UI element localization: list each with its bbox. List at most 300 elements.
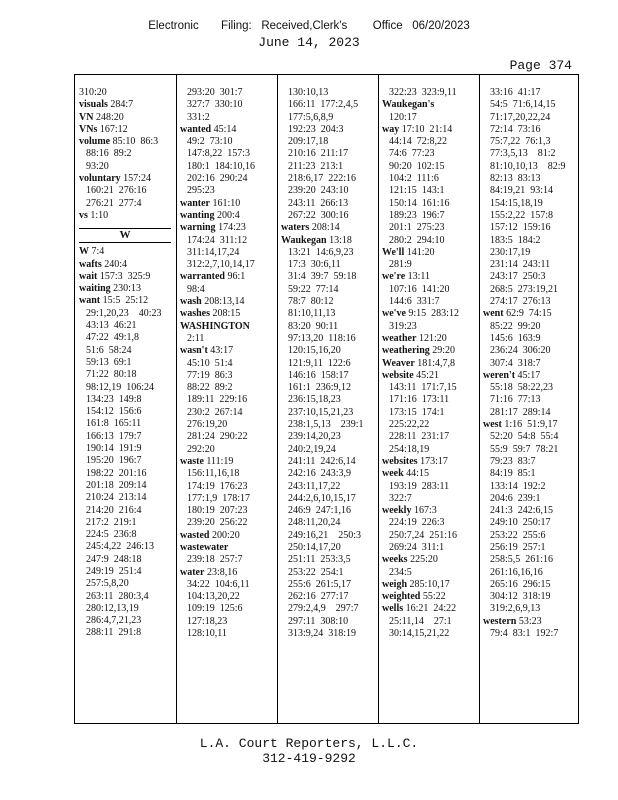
index-continuation-line: [382, 493, 478, 505]
index-continuation-line: [79, 161, 175, 173]
page-line-references: 98:12,19 106:24: [86, 381, 155, 393]
index-column-3: [281, 87, 377, 717]
index-continuation-line: [281, 542, 377, 554]
page-line-references: 217:2 219:1: [86, 516, 137, 528]
index-continuation-line: [281, 173, 377, 185]
page-line-references: 327:7 330:10: [187, 99, 243, 111]
page-line-references: 34:22 104:6,11: [187, 578, 250, 590]
index-continuation-line: [180, 407, 276, 419]
index-continuation-line: [281, 481, 377, 493]
index-word: weekly: [382, 505, 412, 517]
index-continuation-line: [483, 148, 577, 160]
page-line-references: 242:16 243:3,9: [288, 468, 352, 480]
page-line-references: 104:2 111:6: [389, 173, 439, 185]
index-entry: [382, 505, 478, 517]
page-line-references: 55:22: [422, 591, 446, 603]
page-line-references: 210:24 213:14: [86, 492, 147, 504]
index-word: waters: [281, 222, 310, 234]
page-line-references: 313:9,24 318:19: [288, 628, 357, 640]
page-line-references: 211:23 213:1: [288, 160, 344, 172]
page-line-references: 54:5 71:6,14,15: [490, 99, 556, 111]
page-line-references: 90:20 102:15: [389, 160, 445, 172]
index-continuation-line: [79, 468, 175, 480]
index-column-1: [79, 87, 175, 717]
page-line-references: 247:9 248:18: [86, 553, 142, 565]
index-continuation-line: [281, 198, 377, 210]
index-word: weigh: [382, 578, 407, 590]
index-continuation-line: [382, 87, 478, 99]
page-line-references: 43:13 46:21: [86, 320, 137, 332]
page-line-references: 239:20 256:22: [187, 517, 248, 529]
index-continuation-line: [281, 554, 377, 566]
page-line-references: 29:1,20,23 40:23: [86, 307, 162, 319]
index-continuation-line: [281, 321, 377, 333]
index-entry: [180, 567, 276, 579]
page-line-references: 280:12,13,19: [86, 602, 139, 614]
page-line-references: 180:19 207:23: [187, 505, 248, 517]
page-line-references: 1:16 51:9,17: [504, 419, 558, 431]
index-continuation-line: [483, 345, 577, 357]
index-continuation-line: [281, 87, 377, 99]
page-line-references: 236:15,18,23: [288, 394, 341, 406]
page-line-references: 120:15,16,20: [288, 345, 341, 357]
index-word: weathering: [382, 345, 430, 357]
index-continuation-line: [382, 542, 478, 554]
index-continuation-line: [483, 112, 577, 124]
index-continuation-line: [79, 443, 175, 455]
section-letter-heading: W: [79, 228, 171, 243]
index-continuation-line: [281, 444, 377, 456]
index-word: VN: [79, 111, 94, 123]
index-continuation-line: [79, 332, 175, 344]
index-continuation-line: [180, 419, 276, 431]
index-continuation-line: [483, 333, 577, 345]
page-line-references: 248:20: [95, 111, 124, 123]
index-word: WASHINGTON: [180, 320, 250, 332]
index-entry: [79, 124, 175, 136]
page-line-references: 59:13 69:1: [86, 356, 132, 368]
index-continuation-line: [281, 333, 377, 345]
index-word: visuals: [79, 99, 108, 111]
index-continuation-line: [180, 554, 276, 566]
page-line-references: 77:19 86:3: [187, 369, 233, 381]
index-entry: [79, 87, 175, 99]
page-line-references: 77:3,5,13 81:2: [490, 148, 556, 160]
index-continuation-line: [281, 259, 377, 271]
page-line-references: 177:5,6,8,9: [288, 111, 334, 123]
index-entry: [180, 456, 276, 468]
page-line-references: 200:20: [211, 529, 240, 541]
page-line-references: 230:13: [113, 283, 141, 295]
page-line-references: 195:20 196:7: [86, 455, 142, 467]
index-entry: [382, 370, 478, 382]
page-line-references: 276:21 277:4: [86, 197, 142, 209]
index-continuation-line: [281, 407, 377, 419]
index-continuation-line: [483, 161, 577, 173]
index-entry: [483, 616, 577, 628]
page-line-references: 239:18 257:7: [187, 554, 243, 566]
index-word: volume: [79, 136, 111, 148]
page-line-references: 240:2,19,24: [288, 443, 336, 455]
index-word: weren't: [483, 369, 516, 381]
index-continuation-line: [382, 210, 478, 222]
index-continuation-line: [382, 481, 478, 493]
index-continuation-line: [180, 370, 276, 382]
index-continuation-line: [281, 579, 377, 591]
index-continuation-line: [79, 431, 175, 443]
page-line-references: 267:22 300:16: [288, 209, 349, 221]
page-line-references: 241:3 242:6,15: [490, 505, 554, 517]
transcript-date: June 14, 2023: [258, 35, 360, 50]
page-line-references: 180:1 184:10,16: [187, 160, 256, 172]
index-column-2: [180, 87, 276, 717]
page-line-references: 128:10,11: [187, 628, 227, 640]
index-continuation-line: [79, 406, 175, 418]
index-entry: [79, 259, 175, 271]
page-line-references: 166:13 179:7: [86, 430, 142, 442]
index-continuation-line: [79, 418, 175, 430]
index-continuation-line: [382, 185, 478, 197]
index-continuation-line: [281, 308, 377, 320]
page-line-references: 208:15: [212, 308, 241, 320]
page-line-references: 161:8 165:11: [86, 418, 142, 430]
index-entry: [180, 271, 276, 283]
page-line-references: 189:11 229:16: [187, 394, 248, 406]
index-continuation-line: [382, 222, 478, 234]
page-line-references: 104:13,20,22: [187, 591, 240, 603]
page-line-references: 96:1: [227, 271, 246, 283]
page-line-references: 157:12 159:16: [490, 222, 551, 234]
index-continuation-line: [180, 284, 276, 296]
page-line-references: 181:4,7,8: [417, 357, 456, 369]
index-continuation-line: [79, 198, 175, 210]
index-word: wastewater: [180, 541, 229, 553]
page-line-references: 288:11 291:8: [86, 627, 142, 639]
index-continuation-line: [180, 603, 276, 615]
index-word: wasn't: [180, 345, 208, 357]
page-line-references: 44:14 72:8,22: [389, 136, 448, 148]
index-entry: [79, 295, 175, 307]
page-line-references: 286:4,7,21,23: [86, 615, 142, 627]
page-line-references: 120:17: [389, 111, 417, 123]
index-continuation-line: [483, 99, 577, 111]
index-entry: [180, 345, 276, 357]
index-continuation-line: [79, 627, 175, 639]
index-entry: [180, 542, 276, 554]
index-continuation-line: [382, 148, 478, 160]
index-continuation-line: [281, 456, 377, 468]
page-line-references: 189:23 196:7: [389, 209, 445, 221]
page-line-references: 281:17 289:14: [490, 406, 551, 418]
index-continuation-line: [281, 431, 377, 443]
index-entry: [483, 370, 577, 382]
page-line-references: 281:24 290:22: [187, 431, 248, 443]
page-line-references: 88:22 89:2: [187, 382, 233, 394]
index-continuation-line: [180, 517, 276, 529]
index-continuation-line: [180, 173, 276, 185]
index-continuation-line: [382, 382, 478, 394]
index-entry: [79, 283, 175, 295]
index-continuation-line: [382, 198, 478, 210]
index-word: Weaver: [382, 357, 415, 369]
page-line-references: 243:11 266:13: [288, 197, 349, 209]
page-line-references: 17:3 30:6,11: [288, 259, 341, 271]
index-continuation-line: [180, 468, 276, 480]
index-continuation-line: [281, 210, 377, 222]
index-column-5: [483, 87, 577, 717]
index-table: [74, 74, 579, 724]
page-line-references: 209:17,18: [288, 136, 329, 148]
index-continuation-line: [281, 468, 377, 480]
page-line-references: 81:10,10,13 82:9: [490, 160, 566, 172]
index-continuation-line: [180, 333, 276, 345]
page-line-references: 200:4: [216, 209, 240, 221]
index-continuation-line: [281, 616, 377, 628]
index-continuation-line: [79, 603, 175, 615]
index-continuation-line: [483, 567, 577, 579]
page-line-references: 256:19 257:1: [490, 541, 546, 553]
page-line-references: 192:23 204:3: [288, 123, 344, 135]
index-continuation-line: [483, 87, 577, 99]
page-line-references: 319:23: [389, 320, 417, 332]
page-line-references: 190:14 191:9: [86, 443, 142, 455]
page-line-references: 55:18 58:22,23: [490, 382, 554, 394]
page-line-references: 183:5 184:2: [490, 234, 541, 246]
index-word: voluntary: [79, 173, 121, 185]
page-line-references: 255:6 261:5,17: [288, 578, 352, 590]
page-line-references: 130:10,13: [288, 87, 329, 98]
index-continuation-line: [483, 358, 577, 370]
page-line-references: 274:17 276:13: [490, 296, 551, 308]
index-continuation-line: [382, 235, 478, 247]
page-line-references: 210:16 211:17: [288, 148, 349, 160]
page-line-references: 16:21 24:22: [405, 603, 457, 615]
index-continuation-line: [281, 517, 377, 529]
page-line-references: 17:10 21:14: [401, 123, 453, 135]
page-line-references: 49:2 73:10: [187, 136, 233, 148]
index-continuation-line: [79, 185, 175, 197]
page-line-references: 243:17 250:3: [490, 271, 546, 283]
page-line-references: 147:8,22 157:3: [187, 148, 251, 160]
page-line-references: 293:20 301:7: [187, 87, 243, 98]
index-continuation-line: [483, 284, 577, 296]
page-line-references: 45:10 51:4: [187, 357, 233, 369]
page-line-references: 59:22 77:14: [288, 283, 339, 295]
page-line-references: 154:15,18,19: [490, 197, 543, 209]
index-word: websites: [382, 455, 418, 467]
index-continuation-line: [382, 112, 478, 124]
page-line-references: 93:20: [86, 160, 109, 172]
page-line-references: 75:7,22 76:1,3: [490, 136, 551, 148]
index-entry: [180, 222, 276, 234]
page-line-references: 88:16 89:2: [86, 148, 132, 160]
index-continuation-line: [483, 579, 577, 591]
index-word: warning: [180, 222, 216, 234]
index-entry: [180, 210, 276, 222]
page-line-references: 234:5: [389, 566, 412, 578]
index-continuation-line: [180, 87, 276, 99]
column-divider: [277, 75, 278, 723]
index-continuation-line: [180, 358, 276, 370]
page-line-references: 177:1,9 178:17: [187, 492, 251, 504]
index-word: washes: [180, 308, 211, 320]
index-continuation-line: [281, 382, 377, 394]
page-line-references: 7:4: [91, 246, 105, 258]
page-line-references: 47:22 49:1,8: [86, 332, 140, 344]
page-line-references: 292:20: [187, 443, 215, 455]
page-line-references: 208:13,14: [204, 296, 245, 308]
index-continuation-line: [180, 481, 276, 493]
index-word: VNs: [79, 123, 98, 135]
index-continuation-line: [483, 124, 577, 136]
page-line-references: 33:16 41:17: [490, 87, 541, 98]
index-continuation-line: [180, 99, 276, 111]
index-continuation-line: [382, 628, 478, 640]
page-line-references: 121:20: [418, 332, 447, 344]
index-continuation-line: [382, 136, 478, 148]
index-word: went: [483, 308, 504, 320]
filing-stamp: Electronic Filing: Received,Clerk's Office 06/20/2023: [148, 20, 470, 32]
page-line-references: 78:7 80:12: [288, 296, 334, 308]
index-continuation-line: [281, 247, 377, 259]
page-line-references: 276:19,20: [187, 419, 228, 431]
page-line-references: 285:10,17: [409, 578, 450, 590]
index-entry: [180, 308, 276, 320]
page-line-references: 280:2 294:10: [389, 234, 445, 246]
page-line-references: 173:17: [420, 455, 448, 467]
page-line-references: 202:16 290:24: [187, 173, 248, 185]
index-continuation-line: [382, 161, 478, 173]
page-line-references: 144:6 331:7: [389, 296, 440, 308]
page-line-references: 62:9 74:15: [506, 308, 552, 320]
index-continuation-line: [483, 321, 577, 333]
page-line-references: 25:11,14 27:1: [389, 615, 452, 627]
index-entry: [382, 99, 478, 111]
index-entry: [382, 271, 478, 283]
index-continuation-line: [483, 444, 577, 456]
index-continuation-line: [281, 505, 377, 517]
index-continuation-line: [483, 185, 577, 197]
page-line-references: 331:2: [187, 111, 210, 123]
page-line-references: 121:9,11 122:6: [288, 357, 351, 369]
index-continuation-line: [483, 259, 577, 271]
index-word: website: [382, 369, 414, 381]
page-line-references: 268:5 273:19,21: [490, 283, 559, 295]
page-line-references: 174:24 311:12: [187, 234, 248, 246]
index-entry: [382, 124, 478, 136]
index-entry: [79, 210, 175, 222]
index-word: water: [180, 566, 205, 578]
index-continuation-line: [483, 542, 577, 554]
index-entry: [79, 136, 175, 148]
page-line-references: 312:2,7,10,14,17: [187, 259, 255, 271]
page-line-references: 281:9: [389, 259, 412, 271]
page-line-references: 263:11 280:3,4: [86, 590, 149, 602]
index-entry: [79, 112, 175, 124]
index-continuation-line: [281, 148, 377, 160]
index-continuation-line: [382, 431, 478, 443]
index-entry: [382, 247, 478, 259]
index-word: wanting: [180, 209, 215, 221]
page-line-references: 239:20 243:10: [288, 185, 349, 197]
index-continuation-line: [79, 345, 175, 357]
index-continuation-line: [281, 358, 377, 370]
index-continuation-line: [180, 247, 276, 259]
index-entry: [382, 308, 478, 320]
page-line-references: 239:14,20,23: [288, 431, 341, 443]
page-line-references: 85:22 99:20: [490, 320, 541, 332]
index-continuation-line: [281, 567, 377, 579]
page-line-references: 45:21: [416, 369, 439, 381]
index-continuation-line: [281, 394, 377, 406]
page-line-references: 84:19,21 93:14: [490, 185, 554, 197]
page-line-references: 109:19 125:6: [187, 603, 243, 615]
index-continuation-line: [180, 136, 276, 148]
index-entry: [483, 308, 577, 320]
index-continuation-line: [281, 628, 377, 640]
index-word: week: [382, 468, 404, 480]
index-word: Waukegan: [281, 234, 327, 246]
page-line-references: 43:17: [210, 345, 234, 357]
page-line-references: 53:23: [518, 615, 542, 627]
index-continuation-line: [483, 222, 577, 234]
index-continuation-line: [79, 517, 175, 529]
page-line-references: 284:7: [110, 99, 134, 111]
page-line-references: 208:14: [311, 222, 340, 234]
page-line-references: 23:8,16: [206, 566, 238, 578]
page-line-references: 249:19 251:4: [86, 565, 142, 577]
page-line-references: 167:3: [413, 505, 437, 517]
index-continuation-line: [483, 517, 577, 529]
page-line-references: 269:24 311:1: [389, 541, 445, 553]
index-word: wash: [180, 296, 202, 308]
index-continuation-line: [180, 431, 276, 443]
index-continuation-line: [281, 185, 377, 197]
index-entry: [180, 124, 276, 136]
index-continuation-line: [483, 468, 577, 480]
page-line-references: 146:16 158:17: [288, 369, 349, 381]
index-continuation-line: [382, 444, 478, 456]
page-line-references: 240:4: [104, 258, 128, 270]
index-continuation-line: [281, 530, 377, 542]
page-line-references: 52:20 54:8 55:4: [490, 431, 559, 443]
index-word: waiting: [79, 283, 111, 295]
court-reporter-phone: 312-419-9292: [262, 751, 356, 766]
index-continuation-line: [281, 99, 377, 111]
page-line-references: 304:12 318:19: [490, 591, 551, 603]
index-word: warranted: [180, 271, 225, 283]
index-entry: [180, 530, 276, 542]
page-line-references: 225:20: [410, 554, 438, 566]
index-word: waste: [180, 455, 204, 467]
page-line-references: 251:11 253:3,5: [288, 554, 351, 566]
index-continuation-line: [180, 493, 276, 505]
index-continuation-line: [79, 554, 175, 566]
index-continuation-line: [281, 112, 377, 124]
page-line-references: 237:10,15,21,23: [288, 406, 354, 418]
page-line-references: 79:4 83:1 192:7: [490, 628, 559, 640]
page-line-references: 45:14: [213, 123, 237, 135]
index-continuation-line: [79, 308, 175, 320]
index-continuation-line: [483, 247, 577, 259]
index-continuation-line: [180, 579, 276, 591]
index-continuation-line: [281, 124, 377, 136]
index-continuation-line: [180, 235, 276, 247]
index-entry: [180, 321, 276, 333]
index-entry: [79, 173, 175, 185]
page-line-references: 174:23: [218, 222, 246, 234]
index-entry: [382, 456, 478, 468]
